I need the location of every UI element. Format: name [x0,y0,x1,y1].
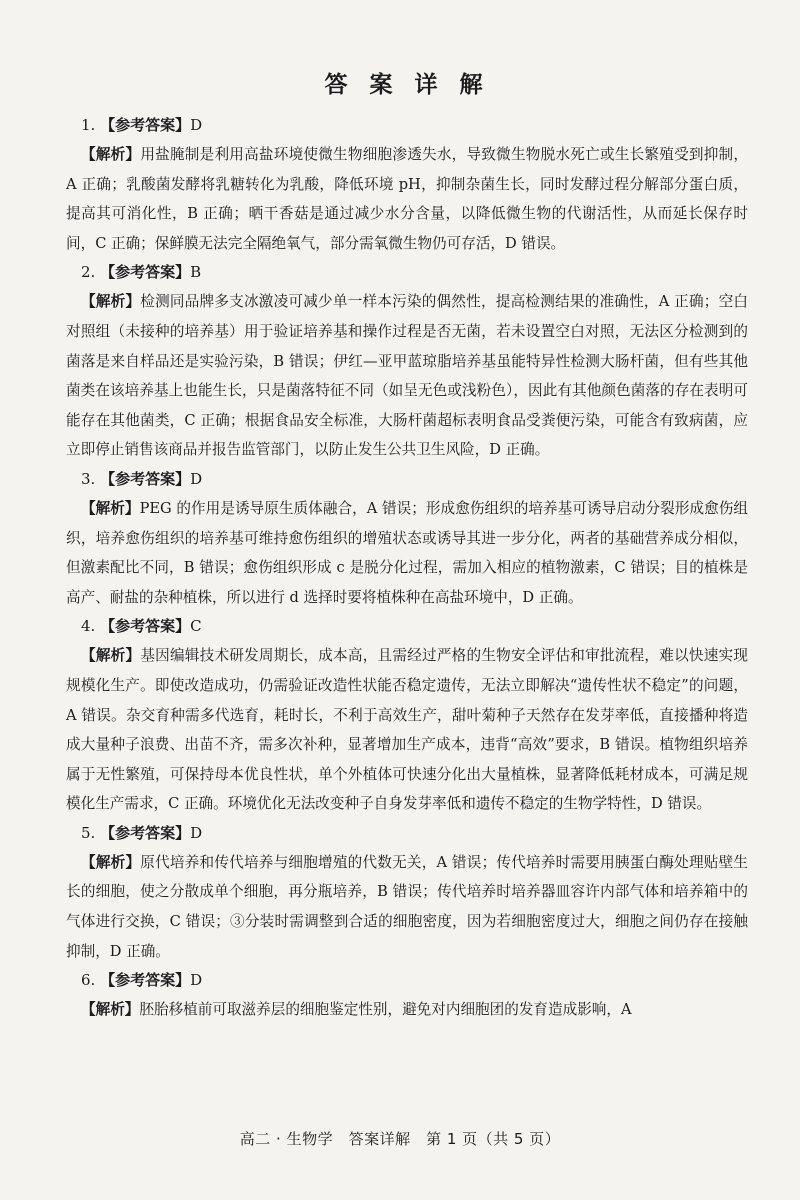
answer-value: D [190,469,203,488]
reference-answer-label: 【参考答案】 [100,971,191,990]
reference-answer-label: 【参考答案】 [100,617,191,636]
question-3 [66,465,748,612]
answer-value: C [190,617,202,636]
question-number: 2. [81,263,96,282]
analysis-label: 【解析】 [81,146,141,163]
analysis-label: 【解析】 [81,293,141,311]
analysis-paragraph [66,848,748,966]
answer-line [66,111,748,140]
analysis-label: 【解析】 [81,647,141,665]
question-5 [66,819,748,966]
analysis-label: 【解析】 [81,853,141,871]
answer-line [66,966,748,995]
question-2 [66,258,748,465]
question-1 [66,111,748,258]
analysis-text: 用盐腌制是利用高盐环境使微生物细胞渗透失水，导致微生物脱水死亡或生长繁殖受到抑制，A 正确；乳酸菌发酵将乳糖转化为乳酸，降低环境 pH，抑制杂菌生长，同时发酵过程分解部分蛋白质，提高其可消化性，B 正确；晒干香菇是通过减少水分含量，以降低微生物的代谢活性，从而延长保存时间，C 正确；保鲜膜无法完全隔绝氧气，部分需氧微生物仍可存活，D 错误。 [66,146,748,252]
analysis-paragraph [66,494,748,612]
page-footer: 高二 · 生物学 答案详解 第 1 页（共 5 页） [239,1130,561,1148]
analysis-paragraph [66,641,748,819]
answer-line [66,612,748,641]
question-number: 3. [81,469,96,488]
analysis-text: 检测同品牌多支冰激凌可减少单一样本污染的偶然性，提高检测结果的准确性，A 正确；空白对照组（未接种的培养基）用于验证培养基和操作过程是否无菌，若未设置空白对照，无法区分检测到的菌落是来自样品还是实验污染，B 错误；伊红—亚甲蓝琼脂培养基虽能特异性检测大肠杆菌，但有些其他菌类在该培养基上也能生长，只是菌落特征不同（如呈无色或浅粉色），因此有其他颜色菌落的存在表明可能存在其他菌类，C 正确；根据食品安全标准，大肠杆菌超标表明食品受粪便污染，可能含有致病菌，应立即停止销售该商品并报告监管部门，以防止发生公共卫生风险，D 正确。 [66,293,748,459]
answer-value: D [190,971,203,990]
page-title: 答 案 详 解 [324,72,490,98]
analysis-text: 胚胎移植前可取滋养层的细胞鉴定性别，避免对内细胞团的发育造成影响，A [139,1001,632,1019]
analysis-label: 【解析】 [81,499,140,517]
question-4 [66,612,748,819]
analysis-text: 基因编辑技术研发周期长，成本高，且需经过严格的生物安全评估和审批流程，难以快速实现规模化生产。即使改造成功，仍需验证改造性状能否稳定遗传，无法立即解决“遗传性状不稳定”的问题，A 错误。杂交育种需多代选育，耗时长，不利于高效生产，甜叶菊种子天然存在发芽率低，直接播种将造成大量种子浪费、出苗不齐，需多次补种，显著增加生产成本，违背“高效”要求，B 错误。植物组织培养属于无性繁殖，可保持母本优良性状，单个外植体可快速分化出大量植株，显著降低耗材成本，可满足规模化生产需求，C 正确。环境优化无法改变种子自身发芽率低和遗传不稳定的生物学特性，D 错误。 [66,647,748,813]
analysis-paragraph [66,140,748,258]
question-number: 5. [81,823,96,842]
reference-answer-label: 【参考答案】 [100,823,191,842]
question-number: 6. [81,971,96,990]
answer-value: D [190,116,203,134]
answer-line [66,465,748,494]
analysis-text: 原代培养和传代培养与细胞增殖的代数无关，A 错误；传代培养时需要用胰蛋白酶处理贴壁生长的细胞，使之分散成单个细胞，再分瓶培养，B 错误；传代培养时培养器皿容许内部气体和培养箱中的气体进行交换，C 错误；③分装时需调整到合适的细胞密度，因为若细胞密度过大，细胞之间仍存在接触抑制，D 正确。 [66,853,748,960]
question-number: 4. [81,617,96,636]
answer-line [66,258,748,287]
question-6 [66,966,748,1025]
answer-line [66,819,748,848]
answer-value: D [190,823,203,842]
analysis-paragraph [66,287,748,465]
reference-answer-label: 【参考答案】 [100,116,191,134]
reference-answer-label: 【参考答案】 [100,263,191,282]
analysis-label: 【解析】 [81,1001,140,1019]
question-number: 1. [81,116,96,134]
analysis-text: PEG 的作用是诱导原生质体融合，A 错误；形成愈伤组织的培养基可诱导启动分裂形成愈伤组织，培养愈伤组织的培养基可维持愈伤组织的增殖状态或诱导其进一步分化，两者的基础营养成分相似，但激素配比不同，B 错误；愈伤组织形成 c 是脱分化过程，需加入相应的植物激素，C 错误；目的植株是高产、耐盐的杂种植株，所以进行 d 选择时要将植株种在高盐环境中，D 正确。 [66,499,748,606]
reference-answer-label: 【参考答案】 [100,469,191,488]
answer-value: B [190,263,202,282]
analysis-paragraph [66,995,748,1025]
